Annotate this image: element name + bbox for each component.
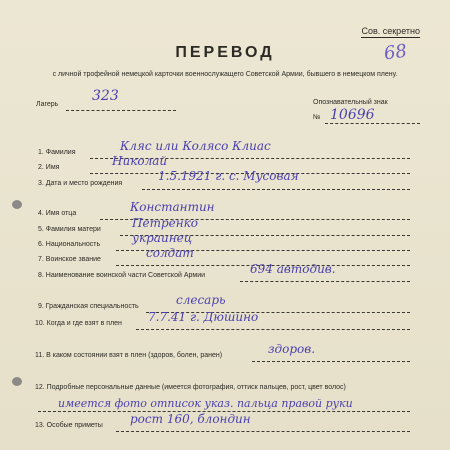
field-label-capture: 10. Когда и где взят в плен (35, 320, 122, 327)
field-value-father-name: Константин (130, 200, 215, 214)
field-value-rank: солдат (146, 246, 194, 260)
camp-line (66, 110, 176, 111)
field-label-birth: 3. Дата и место рождения (38, 180, 123, 187)
field-label-nationality: 6. Национальность (38, 241, 101, 248)
camp-value: 323 (92, 88, 119, 104)
id-line (325, 123, 420, 124)
id-value: 10696 (330, 107, 375, 123)
field-line (252, 361, 410, 362)
field-value-special-marks: рост 160, блондин (130, 412, 251, 426)
field-label-civil-profession: 9. Гражданская специальность (38, 303, 139, 310)
field-value-mother-surname: Петренко (132, 216, 199, 230)
field-label-military-unit: 8. Наименование воинской части Советской Армии (38, 272, 206, 279)
field-value-capture: 7.7.41 г. Дюшино (148, 310, 259, 324)
punch-hole (12, 200, 22, 209)
field-value-nationality: украинец (132, 231, 193, 245)
field-label-mother-surname: 5. Фамилия матери (38, 226, 101, 233)
field-value-surname: Кляс или Колясо Клиас (120, 139, 271, 153)
document-subtitle: с личной трофейной немецкой карточки военнослужащего Советской Армии, бывшего в немецком плену. (52, 71, 398, 78)
field-line (116, 431, 410, 432)
handwritten-number: 68 (382, 40, 409, 65)
field-line (240, 281, 410, 282)
field-value-condition: здоров. (268, 342, 316, 356)
field-value-civil-profession: слесарь (176, 293, 226, 307)
document-title: ПЕРЕВОД (175, 44, 275, 61)
id-label: Опознавательный знак (313, 99, 388, 106)
field-label-father-name: 4. Имя отца (38, 210, 77, 217)
field-label-condition: 11. В каком состоянии взят в плен (здоров, болен, ранен) (35, 352, 223, 359)
punch-hole (12, 377, 22, 386)
camp-label: Лагерь (36, 101, 59, 108)
field-label-special-marks: 13. Особые приметы (35, 422, 103, 429)
secrecy-stamp: Сов. секретно (361, 26, 420, 36)
field-label-personal-data: 12. Подробные персональные данные (имеется фотография, оттиск пальцев, рост, цвет волос) (35, 384, 346, 391)
field-label-rank: 7. Воинское звание (38, 256, 101, 263)
field-value-birth: 1.5.1921 г. с. Мусовая (158, 169, 299, 183)
field-value-military-unit: 694 автодив. (250, 262, 336, 276)
field-label-surname: 1. Фамилия (38, 149, 76, 156)
field-label-first-name: 2. Имя (38, 164, 60, 171)
field-line (142, 189, 410, 190)
field-value-first-name: Николай (112, 154, 168, 168)
field-line (136, 329, 410, 330)
field-value-personal-data: имеется фото отписок указ. пальца правой руки (58, 397, 353, 410)
id-prefix: № (313, 114, 321, 121)
